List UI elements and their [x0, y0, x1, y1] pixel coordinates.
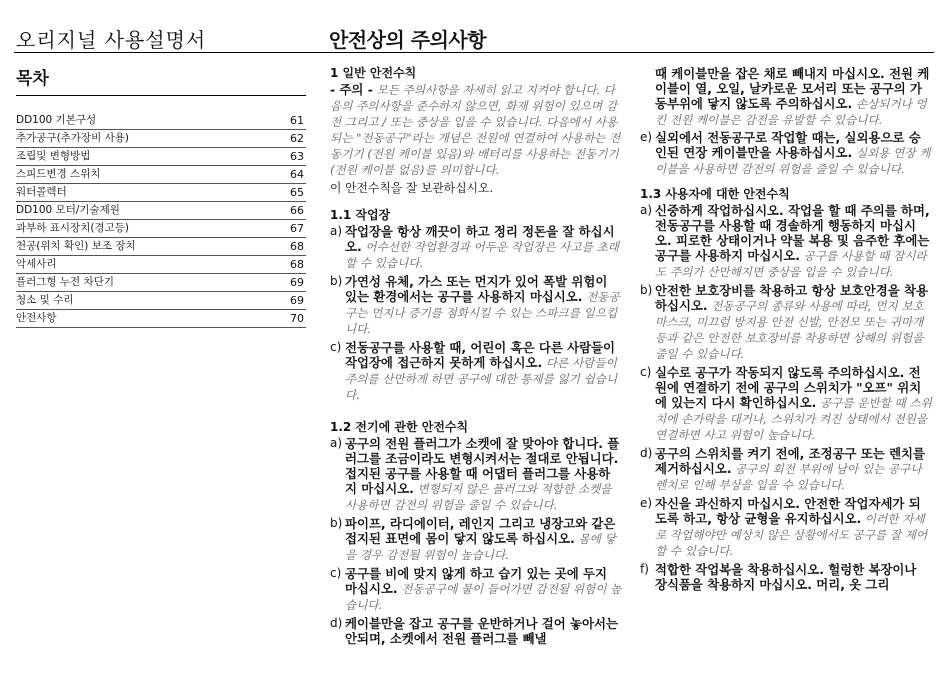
item-label: f) [640, 562, 649, 576]
item-bold-text: 적합한 작업복을 착용하십시오. 헐렁한 복장이나 장식품을 착용하지 마십시오. 머리, 옷 그리 [655, 562, 917, 592]
list-item [640, 203, 932, 280]
item-text [345, 616, 622, 647]
toc-page-number: 69 [290, 294, 304, 307]
section-heading: 1 일반 안전수칙 [330, 66, 417, 80]
toc-page-number: 62 [290, 132, 304, 145]
toc-label: 악세사리 [16, 258, 57, 270]
toc-row [16, 256, 306, 274]
table-of-contents [16, 64, 306, 328]
list-item [640, 562, 932, 593]
item-note-text: 다른 사람들이 주의를 산만하게 하면 공구에 대한 통제를 잃기 쉽습니다. [345, 356, 618, 402]
caution-text: 모든 주의사항을 자세히 읽고 지켜야 합니다. 다음의 주의사항을 준수하지 않으면, 화재 위험이 있으며 감전 그리고 / 또는 중상을 입을 수 있습니다. 다음에서 사용되는 "전동공구"라는 개념은 전원에 연결하여 사용하는 전동기기 (전원 케이블 있음)와 배터리를 사용하는 전동기기 (전원 케이블 없음)를 의미합니다. [330, 83, 621, 177]
toc-label: DD100 기본구성 [16, 114, 97, 126]
item-bold-text: 안전한 보호장비를 착용하고 항상 보호안경을 착용하십시오. [655, 283, 928, 313]
toc-label: 안전사항 [16, 312, 57, 324]
toc-page-number: 61 [290, 114, 304, 127]
item-bold-text: 작업장을 항상 깨끗이 하고 정리 정돈을 잘 하십시오. [345, 224, 615, 254]
item-text [655, 562, 932, 593]
toc-page-number: 68 [290, 258, 304, 271]
item-label: e) [640, 496, 653, 510]
toc-row [16, 220, 306, 238]
list-item [330, 224, 622, 271]
toc-row [16, 130, 306, 148]
item-note-text: 실외용 연장 케이블을 사용하면 감전의 위험을 줄일 수 있습니다. [655, 146, 931, 176]
continued-item [640, 66, 932, 128]
toc-row [16, 274, 306, 292]
toc-list [16, 112, 306, 328]
item-text [345, 436, 622, 513]
list-item [330, 566, 622, 613]
content-column-2 [640, 66, 932, 596]
toc-row [16, 148, 306, 166]
list-item [330, 274, 622, 337]
toc-page-number: 67 [290, 222, 304, 235]
toc-label: 플러그형 누전 차단기 [16, 276, 114, 288]
item-label: d) [330, 616, 343, 630]
list-item [330, 516, 622, 563]
toc-label: 청소 및 수리 [16, 294, 74, 306]
toc-page-number: 66 [290, 204, 304, 217]
list-item [640, 446, 932, 493]
item-label: e) [640, 130, 653, 144]
item-note-text: 전동공구의 종류와 사용에 따라, 먼지 보호 마스크, 미끄럼 방지용 안전 신발, 안전모 또는 귀마개 등과 같은 안전한 보호장비를 착용하면 상해의 위험을 줄일 수 있습니다. [655, 299, 924, 361]
toc-page-number: 69 [290, 276, 304, 289]
item-label: a) [330, 436, 343, 450]
item-text [655, 446, 932, 493]
toc-page-number: 65 [290, 186, 304, 199]
item-note-text: 이러한 자세로 작업해야만 예상치 않은 상황에서도 공구를 잘 제어할 수 있습니다. [655, 512, 928, 558]
item-label: c) [640, 365, 652, 379]
item-bold-text: 파이프, 라디에이터, 레인지 그리고 냉장고와 같은 접지된 표면에 몸이 닿지 않도록 하십시오. [345, 516, 616, 546]
toc-label: 추가공구(추가장비 사용) [16, 132, 129, 144]
item-label: d) [640, 446, 653, 460]
toc-page-number: 70 [290, 312, 304, 325]
section-title: 안전상의 주의사항 [329, 28, 487, 52]
item-bold-text: 공구를 비에 맞지 않게 하고 습기 있는 곳에 두지 마십시오. [345, 566, 607, 596]
item-note-text: 변형되지 않은 플러그와 적합한 소켓을 사용하면 감전의 위험을 줄일 수 있습니다. [345, 482, 612, 512]
keep-instructions: 이 안전수칙을 잘 보관하십시오. [330, 181, 494, 195]
caution-paragraph [330, 82, 622, 178]
list-item [640, 283, 932, 362]
electrical-items [330, 436, 622, 647]
toc-label: 조립및 변형방법 [16, 150, 91, 162]
content-column-1 [330, 66, 622, 650]
list-item [640, 365, 932, 443]
item-text [655, 496, 932, 559]
item-label: a) [640, 203, 653, 217]
list-item [330, 616, 622, 647]
toc-page-number: 64 [290, 168, 304, 181]
item-text [345, 340, 622, 403]
toc-heading: 목차 [16, 64, 306, 96]
item-label: a) [330, 224, 343, 238]
toc-label: 천공(위치 확인) 보조 장치 [16, 240, 136, 252]
item-text [345, 566, 622, 613]
item-text [655, 365, 932, 443]
item-bold-text: 가연성 유체, 가스 또는 먼지가 있어 폭발 위험이 있는 환경에서는 공구를 사용하지 마십시오. [345, 274, 608, 304]
item-text [345, 516, 622, 563]
item-note-text: 어수선한 작업환경과 어두운 작업장은 사고를 초래할 수 있습니다. [345, 240, 619, 270]
item-bold-text: 신중하게 작업하십시오. 작업을 할 때 주의를 하며, 전동공구를 사용할 때 경솔하게 행동하지 마십시오. 피로한 상태이거나 약물 복용 및 음주한 후에는 공구를 사용하지 마십시오. [655, 203, 930, 263]
item-bold-text: 실수로 공구가 작동되지 않도록 주의하십시오. 전원에 연결하기 전에 공구의 스위치가 "오프" 위치에 있는지 다시 확인하십시오. [655, 365, 922, 410]
item-bold-text: 때 케이블만을 잡은 채로 빼내지 마십시오. 전원 케이블이 열, 오일, 날카로운 모서리 또는 공구의 가동부위에 닿지 않도록 주의하십시오. [655, 66, 930, 111]
toc-label: 스피드변경 스위치 [16, 168, 101, 180]
item-bold-text: 자신을 과신하지 마십시오. 안전한 작업자세가 되도록 하고, 항상 균형을 유지하십시오. [655, 496, 921, 526]
toc-label: 워터콜렉터 [16, 186, 67, 198]
item-label: c) [330, 566, 342, 580]
toc-row [16, 184, 306, 202]
toc-row [16, 202, 306, 220]
section-heading: 1.2 전기에 관한 안전수칙 [330, 420, 469, 434]
user-safety-items [640, 203, 932, 593]
toc-row [16, 310, 306, 328]
item-bold-text: 공구의 전원 플러그가 소켓에 잘 맞아야 합니다. 플러그를 조금이라도 변형시켜서는 절대로 안됩니다. 접지된 공구를 사용할 때 어댑터 플러그를 사용하지 마십시오. [345, 436, 620, 496]
toc-row [16, 112, 306, 130]
list-item [330, 340, 622, 403]
header-rule [14, 52, 934, 53]
item-label: c) [330, 340, 342, 354]
toc-page-number: 63 [290, 150, 304, 163]
item-text [655, 283, 932, 362]
toc-row [16, 292, 306, 310]
item-text [655, 203, 932, 280]
document-title: 오리지널 사용설명서 [16, 28, 207, 52]
item-bold-text: 케이블만을 잡고 공구를 운반하거나 걸어 놓아서는 안되며, 소켓에서 전원 플러그를 빼낼 [345, 616, 618, 646]
item-label: b) [330, 274, 343, 288]
list-item [640, 496, 932, 559]
item-label: b) [330, 516, 343, 530]
item-note-text: 공구의 회전 부위에 남아 있는 공구나 렌치로 인해 부상을 입을 수 있습니다. [655, 462, 922, 492]
item-note-text: 공구를 운반할 때 스위치에 손가락을 대거나, 스위치가 켜진 상태에서 전원을 연결하면 사고 위험이 높습니다. [655, 396, 932, 442]
toc-page-number: 68 [290, 240, 304, 253]
item-note-text: 공구를 사용할 때 잠시라도 주의가 산만해지면 중상을 입을 수 있습니다. [655, 249, 927, 279]
item-label: b) [640, 283, 653, 297]
item-bold-text: 실외에서 전동공구로 작업할 때는, 실외용으로 승인된 연장 케이블만을 사용하십시오. [655, 130, 921, 160]
toc-row [16, 238, 306, 256]
workplace-items [330, 224, 622, 403]
item-text [345, 224, 622, 271]
item-note-text: 몸에 닿을 경우 감전될 위험이 높습니다. [345, 532, 616, 562]
list-item [330, 436, 622, 513]
section-heading: 1.1 작업장 [330, 208, 391, 222]
toc-label: 과부하 표시장치(경고등) [16, 222, 129, 234]
list-item [640, 130, 932, 177]
item-bold-text: 공구의 스위치를 켜기 전에, 조정공구 또는 렌치를 제거하십시오. [655, 446, 925, 476]
section-heading: 1.3 사용자에 대한 안전수칙 [640, 187, 790, 201]
item-note-text: 손상되거나 엉킨 전원 케이블은 감전을 유발할 수 있습니다. [655, 97, 927, 127]
toc-row [16, 166, 306, 184]
item-text [345, 274, 622, 337]
caution-label: - 주의 - [330, 82, 373, 97]
toc-label: DD100 모터/기술제원 [16, 204, 120, 216]
item-note-text: 전동공구에 물이 들어가면 감전될 위험이 높습니다. [345, 582, 622, 612]
item-bold-text: 전동공구를 사용할 때, 어린이 혹은 다른 사람들이 작업장에 접근하지 못하게 하십시오. [345, 340, 615, 370]
item-note-text: 전동공구는 먼지나 증기를 점화시킬 수 있는 스파크를 일으킵니다. [345, 290, 620, 336]
